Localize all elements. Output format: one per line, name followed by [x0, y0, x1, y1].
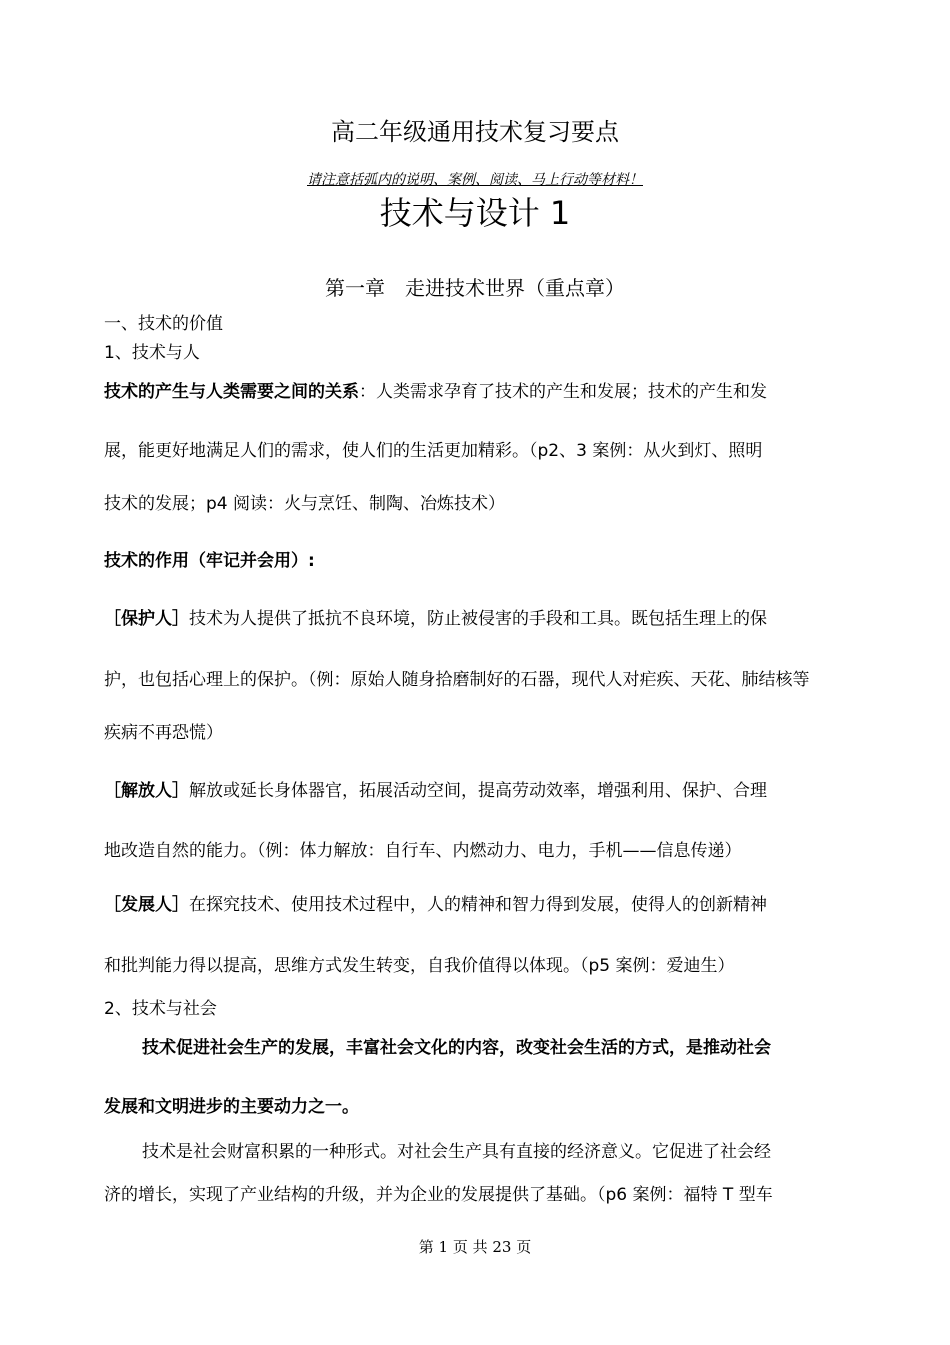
- page-number-footer: 第 1 页 共 23 页: [418, 1238, 532, 1256]
- society-line2: [104, 1180, 773, 1205]
- protect-text: 提供了抵抗不良环境，防止被侵害的手段和工具。既包括生理上的保: [257, 609, 767, 629]
- develop-example: （p5 案例：爱迪生）: [580, 956, 735, 976]
- reading-notice: 请注意括弧内的说明、案例、阅读、马上行动等材料！: [307, 172, 643, 188]
- protect-line2: [104, 665, 810, 690]
- liberate-label: ［解放人］: [104, 781, 189, 801]
- relation-example: （p2、3 案例：从火到灯、照明: [529, 441, 763, 461]
- relation-label: 技术的产生与人类需要之间的关系: [104, 382, 359, 402]
- liberate-text: 解放或延长身体器官，拓展活动空间，提高劳动效率，增强利用、保护、合理: [189, 781, 767, 801]
- relation-colon: ：: [359, 382, 376, 402]
- relation-text: 人类需求孕育了技术的产生和发展；技术的产生和发: [376, 382, 767, 402]
- protect-label: ［保护人］: [104, 609, 189, 629]
- chapter-title: 第一章 走进技术世界: [325, 276, 525, 300]
- liberate-example: （例：体力解放：自行车、内燃动力、电力，手机——信息传递）: [257, 841, 742, 861]
- develop-text: 和批判能力得以提高，思维方式发生转变，自我价值得以体现。: [104, 956, 580, 976]
- develop-label: ［发展人］: [104, 895, 189, 915]
- liberate-line1: [104, 776, 767, 801]
- develop-text: 在探究技术、使用技术过程中，人的精神和智力得到发展，使得人的创新精神: [189, 895, 767, 915]
- society-bold-line2: 发展和文明进步的主要动力之一。: [104, 1097, 359, 1117]
- chapter-note: （重点章）: [525, 276, 625, 300]
- liberate-line2: [104, 836, 742, 861]
- develop-line1: [104, 890, 767, 915]
- relation-text: 展，能更好地满足人们的需求，使人们的生活更加精彩。: [104, 441, 529, 461]
- book-title: 技术与设计 1: [379, 194, 571, 232]
- role-heading: 技术的作用（牢记并会用）:: [104, 551, 315, 571]
- document-title: 高二年级通用技术复习要点: [331, 118, 619, 146]
- subsection-heading: 1、技术与人: [104, 343, 200, 363]
- subsection-heading: 2、技术与社会: [104, 999, 217, 1019]
- develop-line2: [104, 951, 735, 976]
- relation-paragraph-line2: [104, 436, 762, 461]
- relation-paragraph-line1: [104, 377, 767, 402]
- protect-text-sans: 技术为人: [189, 609, 257, 629]
- protect-example: （例：原始人随身拾磨制好的石器，现代人对疟疾、天花、肺结核等: [308, 670, 810, 690]
- society-line1: 技术是社会财富积累的一种形式。对社会生产具有直接的经济意义。它促进了社会经: [142, 1142, 771, 1162]
- protect-line3: 疾病不再恐慌）: [104, 723, 223, 743]
- relation-example-line3: 技术的发展；p4 阅读：火与烹饪、制陶、冶炼技术）: [104, 494, 506, 514]
- section-heading: 一、技术的价值: [104, 314, 223, 334]
- chapter-heading: [0, 272, 950, 301]
- society-bold-line1: 技术促进社会生产的发展，丰富社会文化的内容，改变社会生活的方式，是推动社会: [142, 1038, 771, 1058]
- protect-text: 护，也包括心理上的保护。: [104, 670, 308, 690]
- society-text: 济的增长，实现了产业结构的升级，并为企业的发展提供了基础。: [104, 1185, 597, 1205]
- society-example: （p6 案例：福特 T 型车: [597, 1185, 773, 1205]
- liberate-text: 地改造自然的能力。: [104, 841, 257, 861]
- protect-line1: [104, 604, 767, 629]
